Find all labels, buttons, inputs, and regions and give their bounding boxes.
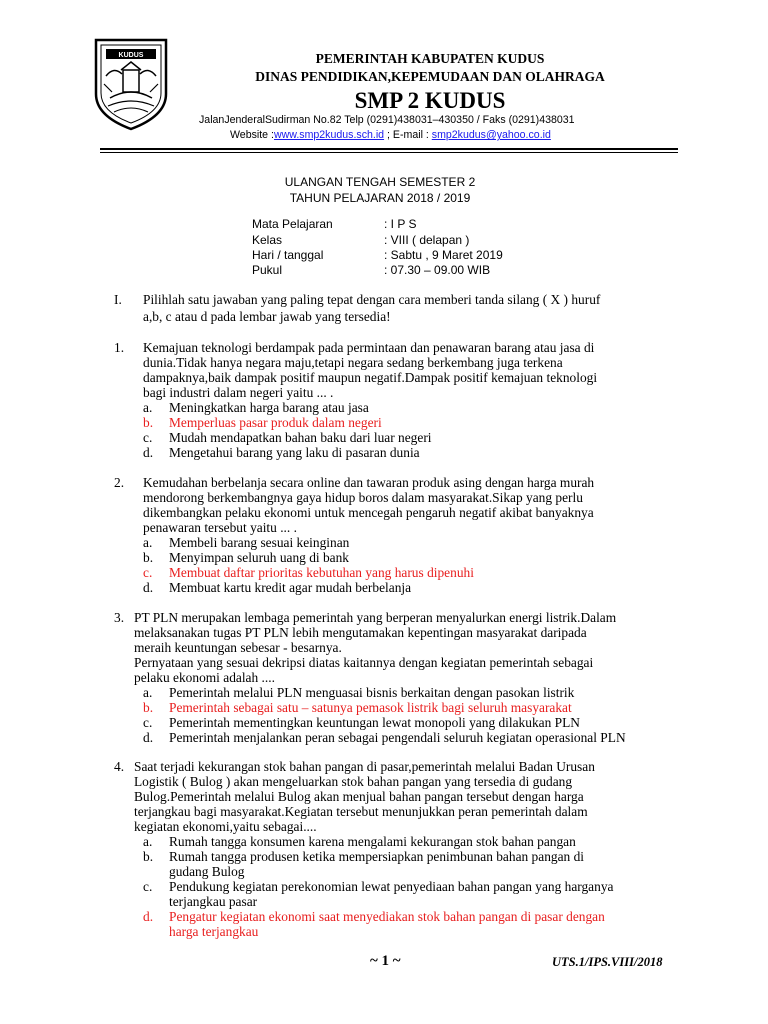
question-text: Saat terjadi kekurangan stok bahan pangan di pasar,pemerintah melalui Badan Urusan	[134, 759, 595, 774]
option[interactable]	[143, 731, 683, 746]
email-link[interactable]: smp2kudus@yahoo.co.id	[431, 129, 551, 141]
email-label: ; E-mail :	[384, 129, 432, 141]
option-text-cont: harga terjangkau	[169, 923, 259, 939]
option-letter: d.	[143, 445, 154, 460]
info-label: Kelas	[252, 233, 283, 247]
option-letter: a.	[143, 685, 153, 700]
address-line: JalanJenderalSudirman No.82 Telp (0291)438031–430350 / Faks (0291)438031	[199, 114, 575, 126]
option-letter: a.	[143, 535, 153, 550]
info-value: : 07.30 – 09.00 WIB	[384, 263, 491, 277]
option-text: Membeli barang sesuai keinginan	[169, 535, 350, 550]
contact-line	[230, 129, 551, 141]
option-text: Pengatur kegiatan ekonomi saat menyediakan stok bahan pangan di pasar dengan	[169, 909, 605, 924]
question-text: kegiatan ekonomi,yaitu sebagai....	[134, 819, 317, 834]
dept-line: DINAS PENDIDIKAN,KEPEMUDAAN DAN OLAHRAGA	[255, 69, 605, 84]
option-text: Pemerintah sebagai satu – satunya pemasok listrik bagi seluruh masyarakat	[169, 700, 572, 715]
option-text: Pendukung kegiatan perekonomian lewat penyediaan bahan pangan yang harganya	[169, 879, 614, 894]
option-letter: b.	[143, 700, 154, 715]
option-text: Pemerintah menjalankan peran sebagai pengendali seluruh kegiatan operasional PLN	[169, 730, 626, 745]
info-label: Pukul	[252, 263, 283, 277]
option[interactable]	[143, 686, 683, 701]
option-text-cont: gudang Bulog	[169, 863, 245, 879]
option-letter: c.	[143, 879, 153, 894]
info-value: : Sabtu , 9 Maret 2019	[384, 248, 503, 262]
info-value: : VIII ( delapan )	[384, 233, 470, 247]
question-text: dikembangkan pelaku ekonomi untuk mencegah pengaruh negatif akibat banyaknya	[143, 505, 594, 520]
option-text: Rumah tangga produsen ketika mempersiapkan penimbunan bahan pangan di	[169, 849, 584, 864]
question-text: Kemudahan berbelanja secara online dan tawaran produk asing dengan harga murah	[143, 475, 595, 490]
option-letter: d.	[143, 580, 154, 595]
option-text: Mudah mendapatkan bahan baku dari luar negeri	[169, 430, 432, 445]
option[interactable]	[143, 446, 683, 461]
doc-code: UTS.1/IPS.VIII/2018	[552, 955, 663, 969]
exam-year: TAHUN PELAJARAN 2018 / 2019	[289, 191, 471, 205]
option[interactable]	[143, 536, 683, 551]
option-letter: c.	[143, 565, 153, 580]
gov-line: PEMERINTAH KABUPATEN KUDUS	[315, 51, 545, 66]
page-number: ~ 1 ~	[370, 953, 401, 969]
option[interactable]	[143, 401, 683, 416]
header-divider	[100, 148, 678, 150]
option[interactable]	[143, 551, 683, 566]
option-letter: a.	[143, 400, 153, 415]
question-text: dunia.Tidak hanya negara maju,tetapi negara sedang berkembang juga terkena	[143, 355, 563, 370]
option-answer[interactable]	[143, 566, 683, 581]
question-text: meraih keuntungan sebesar - besarnya.	[134, 640, 342, 655]
option-letter: a.	[143, 834, 153, 849]
option-answer[interactable]	[143, 910, 683, 940]
question-text: pelaku ekonomi adalah ....	[134, 670, 275, 685]
question-text: terjangkau bagi masyarakat.Kegiatan tersebut menunjukkan peran pemerintah dalam	[134, 804, 588, 819]
option-letter: b.	[143, 415, 154, 430]
logo-text: KUDUS	[118, 52, 144, 59]
info-value: : I P S	[384, 217, 417, 231]
option[interactable]	[143, 880, 683, 910]
question-number: 1.	[114, 340, 125, 355]
option-text: Mengetahui barang yang laku di pasaran dunia	[169, 445, 420, 460]
header-divider-thin	[100, 152, 678, 153]
option[interactable]	[143, 581, 683, 596]
option-text: Meningkatkan harga barang atau jasa	[169, 400, 369, 415]
website-link[interactable]: www.smp2kudus.sch.id	[273, 129, 385, 141]
question-text: Bulog.Pemerintah melalui Bulog akan menjual bahan pangan tersebut dengan harga	[134, 789, 584, 804]
option[interactable]	[143, 716, 683, 731]
option-letter: c.	[143, 715, 153, 730]
option[interactable]	[143, 835, 683, 850]
option-text: Menyimpan seluruh uang di bank	[169, 550, 349, 565]
option-letter: b.	[143, 550, 154, 565]
option-text: Rumah tangga konsumen karena mengalami kekurangan stok bahan pangan	[169, 834, 576, 849]
question-number: 3.	[114, 610, 125, 625]
instruction-text: Pilihlah satu jawaban yang paling tepat dengan cara memberi tanda silang ( X ) huruf	[143, 292, 601, 307]
exam-title: ULANGAN TENGAH SEMESTER 2	[284, 175, 476, 189]
question-text: dampaknya,baik dampak positif maupun negatif.Dampak positif kemajuan teknologi	[143, 370, 598, 385]
info-label: Hari / tanggal	[252, 248, 324, 262]
option-letter: b.	[143, 849, 154, 864]
question-text: melaksanakan tugas PT PLN lebih mengutamakan kepentingan masyarakat daripada	[134, 625, 587, 640]
option-answer[interactable]	[143, 416, 683, 431]
info-label: Mata Pelajaran	[252, 217, 333, 231]
question-text: Kemajuan teknologi berdampak pada permintaan dan penawaran barang atau jasa di	[143, 340, 595, 355]
option[interactable]	[143, 431, 683, 446]
option-answer[interactable]	[143, 701, 683, 716]
option-text: Membuat kartu kredit agar mudah berbelanja	[169, 580, 412, 595]
website-label: Website :	[230, 129, 274, 141]
question-text: bagi industri dalam negeri yaitu ... .	[143, 385, 334, 400]
option-text: Pemerintah melalui PLN menguasai bisnis berkaitan dengan pasokan listrik	[169, 685, 575, 700]
question-text: penawaran tersebut yaitu ... .	[143, 520, 297, 535]
kudus-logo	[92, 36, 170, 132]
option-text-cont: terjangkau pasar	[169, 893, 258, 909]
instruction-number: I.	[114, 292, 122, 307]
question-text: Pernyataan yang sesuai dekripsi diatas kaitannya dengan kegiatan pemerintah sebagai	[134, 655, 594, 670]
option-text: Membuat daftar prioritas kebutuhan yang harus dipenuhi	[169, 565, 474, 580]
question-number: 2.	[114, 475, 125, 490]
option-letter: c.	[143, 430, 153, 445]
question-number: 4.	[114, 759, 125, 774]
option[interactable]	[143, 850, 683, 880]
option-text: Memperluas pasar produk dalam negeri	[169, 415, 382, 430]
option-letter: d.	[143, 909, 154, 924]
school-name: SMP 2 KUDUS	[354, 88, 506, 113]
option-letter: d.	[143, 730, 154, 745]
question-text: PT PLN merupakan lembaga pemerintah yang berperan menyalurkan energi listrik.Dalam	[134, 610, 617, 625]
question-text: mendorong berkembangnya gaya hidup boros dalam masyarakat.Sikap yang perlu	[143, 490, 583, 505]
question-text: Logistik ( Bulog ) akan mengeluarkan stok bahan pangan yang tersedia di gudang	[134, 774, 573, 789]
option-text: Pemerintah mementingkan keuntungan lewat monopoli yang dilakukan PLN	[169, 715, 580, 730]
instruction-text: a,b, c atau d pada lembar jawab yang tersedia!	[143, 309, 391, 324]
